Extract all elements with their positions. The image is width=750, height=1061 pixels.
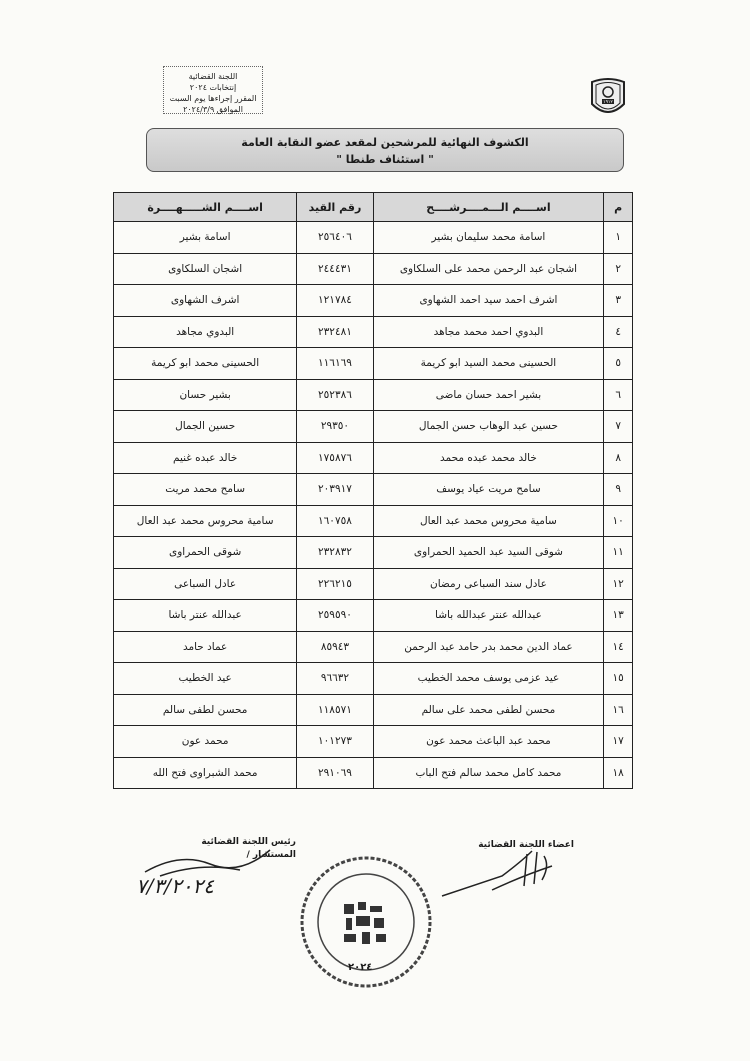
row-number: ٤ bbox=[604, 316, 633, 348]
candidate-name: محمد كامل محمد سالم فتح الباب bbox=[373, 757, 604, 789]
row-number: ١١ bbox=[604, 537, 633, 569]
row-number: ٥ bbox=[604, 348, 633, 380]
registration-number: ٢٩٣٥٠ bbox=[297, 411, 373, 443]
candidate-name: سامية محروس محمد عبد العال bbox=[373, 505, 604, 537]
row-number: ١٥ bbox=[604, 663, 633, 695]
bar-association-logo-icon bbox=[588, 76, 628, 120]
candidate-name: عبدالله عنتر عبدالله باشا bbox=[373, 600, 604, 632]
known-name: شوقى الحمراوى bbox=[114, 537, 297, 569]
members-signature-icon bbox=[432, 846, 582, 906]
registration-number: ١٢١٧٨٤ bbox=[297, 285, 373, 317]
table-row bbox=[114, 379, 633, 411]
row-number: ٢ bbox=[604, 253, 633, 285]
registration-number: ١١٨٥٧١ bbox=[297, 694, 373, 726]
candidate-name: حسين عبد الوهاب حسن الجمال bbox=[373, 411, 604, 443]
row-number: ١٤ bbox=[604, 631, 633, 663]
known-name: سامح محمد مريت bbox=[114, 474, 297, 506]
registration-number: ٢٤٤٤٣١ bbox=[297, 253, 373, 285]
candidate-name: البدوي احمد محمد مجاهد bbox=[373, 316, 604, 348]
table-row bbox=[114, 631, 633, 663]
row-number: ١ bbox=[604, 222, 633, 254]
registration-number: ١٠١٢٧٣ bbox=[297, 726, 373, 758]
candidate-name: سامح مريت عياد يوسف bbox=[373, 474, 604, 506]
known-name: عبدالله عنتر باشا bbox=[114, 600, 297, 632]
row-number: ١٣ bbox=[604, 600, 633, 632]
known-name: محسن لطفى سالم bbox=[114, 694, 297, 726]
info-line-4: الموافق ٢٠٢٤/٣/٩ bbox=[183, 105, 243, 114]
registration-number: ١٧٥٨٧٦ bbox=[297, 442, 373, 474]
known-name: اسامة بشير bbox=[114, 222, 297, 254]
candidate-name: عادل سند السباعى رمضان bbox=[373, 568, 604, 600]
row-number: ٧ bbox=[604, 411, 633, 443]
row-number: ٦ bbox=[604, 379, 633, 411]
registration-number: ٢٣٢٤٨١ bbox=[297, 316, 373, 348]
table-row bbox=[114, 285, 633, 317]
row-number: ١٨ bbox=[604, 757, 633, 789]
table-header-row bbox=[114, 193, 633, 222]
table-row bbox=[114, 694, 633, 726]
table-row bbox=[114, 474, 633, 506]
known-name: عماد حامد bbox=[114, 631, 297, 663]
table-row bbox=[114, 316, 633, 348]
known-name: بشير حسان bbox=[114, 379, 297, 411]
document-title-banner bbox=[146, 128, 624, 172]
candidate-name: عماد الدين محمد بدر حامد عبد الرحمن bbox=[373, 631, 604, 663]
header-registration-number: رقم القيد bbox=[297, 193, 373, 222]
row-number: ١٠ bbox=[604, 505, 633, 537]
info-line-3: المقرر إجراءها يوم السبت bbox=[169, 94, 257, 103]
candidate-name: محسن لطفى محمد على سالم bbox=[373, 694, 604, 726]
table-row bbox=[114, 442, 633, 474]
candidate-name: اشجان عبد الرحمن محمد على السلكاوى bbox=[373, 253, 604, 285]
header-number: م bbox=[604, 193, 633, 222]
document-title: الكشوف النهائية للمرشحين لمقعد عضو النقابة العامة bbox=[241, 136, 529, 149]
header-candidate-name: اســــم الـــمــــرشــــح bbox=[373, 193, 604, 222]
registration-number: ١٦٠٧٥٨ bbox=[297, 505, 373, 537]
candidate-name: محمد عبد الباعث محمد عون bbox=[373, 726, 604, 758]
registration-number: ٢٥٩٥٩٠ bbox=[297, 600, 373, 632]
known-name: سامية محروس محمد عبد العال bbox=[114, 505, 297, 537]
table-row bbox=[114, 568, 633, 600]
row-number: ٨ bbox=[604, 442, 633, 474]
info-line-1: اللجنة القضائية bbox=[188, 72, 238, 81]
known-name: البدوي مجاهد bbox=[114, 316, 297, 348]
known-name: عيد الخطيب bbox=[114, 663, 297, 695]
registration-number: ١١٦١٦٩ bbox=[297, 348, 373, 380]
table-row bbox=[114, 537, 633, 569]
row-number: ٩ bbox=[604, 474, 633, 506]
known-name: حسين الجمال bbox=[114, 411, 297, 443]
candidate-name: اشرف احمد سيد احمد الشهاوى bbox=[373, 285, 604, 317]
known-name: الحسينى محمد ابو كريمة bbox=[114, 348, 297, 380]
registration-number: ٢٢٦٢١٥ bbox=[297, 568, 373, 600]
table-row bbox=[114, 505, 633, 537]
known-name: اشرف الشهاوى bbox=[114, 285, 297, 317]
candidate-name: عيد عزمى يوسف محمد الخطيب bbox=[373, 663, 604, 695]
info-line-2: إنتخابات ٢٠٢٤ bbox=[189, 83, 237, 92]
table-row bbox=[114, 726, 633, 758]
registration-number: ٢٩١٠٦٩ bbox=[297, 757, 373, 789]
known-name: محمد عون bbox=[114, 726, 297, 758]
table-row bbox=[114, 348, 633, 380]
known-name: عادل السباعى bbox=[114, 568, 297, 600]
row-number: ١٢ bbox=[604, 568, 633, 600]
registration-number: ٢٥٦٤٠٦ bbox=[297, 222, 373, 254]
candidate-name: بشير احمد حسان ماضى bbox=[373, 379, 604, 411]
registration-number: ٩٦٦٣٢ bbox=[297, 663, 373, 695]
row-number: ٣ bbox=[604, 285, 633, 317]
head-signature-icon bbox=[140, 842, 290, 882]
table-row bbox=[114, 663, 633, 695]
committee-members-title: اعضاء اللجنة القضائية bbox=[478, 840, 574, 850]
table-row bbox=[114, 222, 633, 254]
table-row bbox=[114, 757, 633, 789]
registration-number: ٢٣٢٨٣٢ bbox=[297, 537, 373, 569]
table-row bbox=[114, 600, 633, 632]
known-name: خالد عبده غنيم bbox=[114, 442, 297, 474]
table-row bbox=[114, 411, 633, 443]
table-row bbox=[114, 253, 633, 285]
logo-year: ١٩١٢ bbox=[603, 100, 613, 105]
registration-number: ٨٥٩٤٣ bbox=[297, 631, 373, 663]
election-info-box bbox=[163, 66, 263, 114]
document-subtitle: " استئناف طنطا " bbox=[336, 153, 434, 166]
candidate-name: اسامة محمد سليمان بشير bbox=[373, 222, 604, 254]
header-known-name: اســــم الشـــــهــــرة bbox=[114, 193, 297, 222]
candidate-name: خالد محمد عبده محمد bbox=[373, 442, 604, 474]
registration-number: ٢٠٣٩١٧ bbox=[297, 474, 373, 506]
known-name: محمد الشبراوى فتح الله bbox=[114, 757, 297, 789]
committee-head-title: رئيس اللجنة القضائية bbox=[201, 837, 296, 847]
row-number: ١٧ bbox=[604, 726, 633, 758]
candidates-table bbox=[113, 192, 633, 789]
committee-head-name: المستشار / bbox=[246, 850, 296, 860]
registration-number: ٢٥٢٣٨٦ bbox=[297, 379, 373, 411]
candidate-name: شوقى السيد عبد الحميد الحمراوى bbox=[373, 537, 604, 569]
known-name: اشجان السلكاوى bbox=[114, 253, 297, 285]
handwritten-date: ٧/٣/٢٠٢٤ bbox=[136, 874, 214, 898]
candidate-name: الحسينى محمد السيد ابو كريمة bbox=[373, 348, 604, 380]
stamp-year: ٢٠٢٤ bbox=[348, 962, 373, 973]
row-number: ١٦ bbox=[604, 694, 633, 726]
